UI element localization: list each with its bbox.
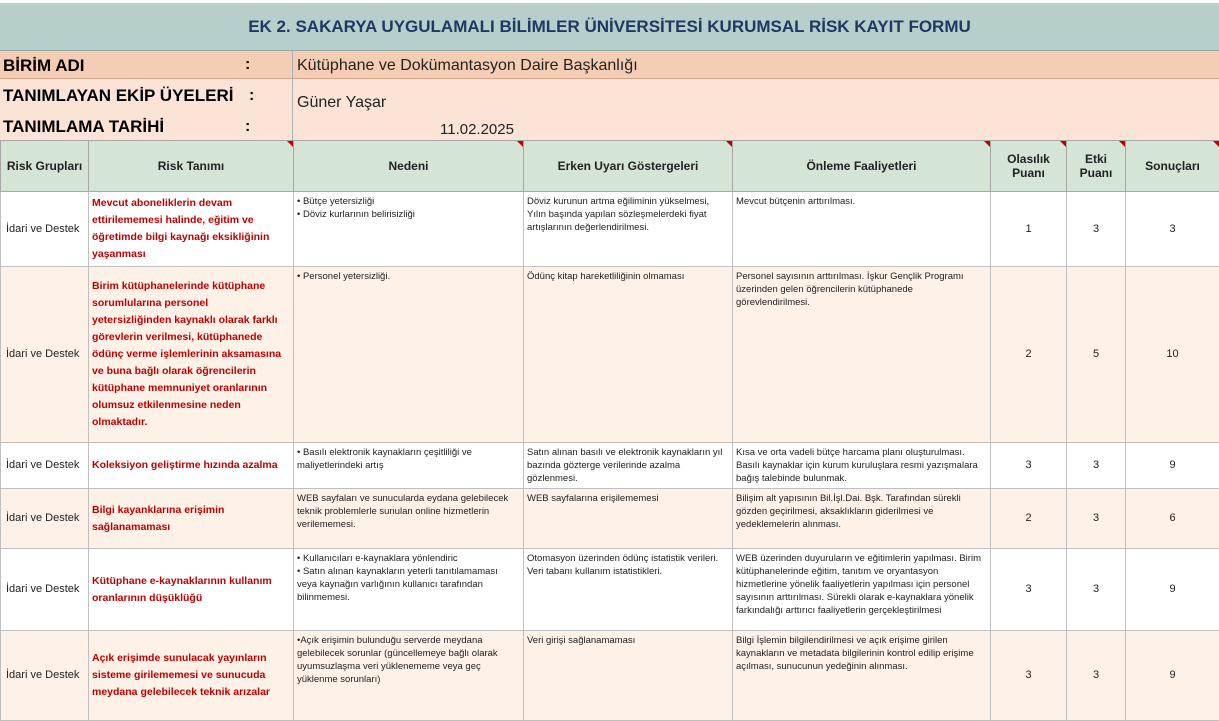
warning-cell[interactable]: Otomasyon üzerinden ödünç istatistik verileri. Veri tabanı kullanım istatistikleri. <box>524 549 733 631</box>
table-row <box>1 267 1219 443</box>
table-row <box>1 192 1219 267</box>
cause-line: WEB sayfaları ve sunucularda eydana gelebilecek teknik problemlerle sunulan online hizmetlerin verilememesi. <box>297 492 520 531</box>
impact-cell[interactable]: 3 <box>1067 192 1126 267</box>
header-risk-group[interactable] <box>1 141 89 192</box>
cause-cell[interactable] <box>294 489 524 549</box>
risk-group-cell[interactable]: İdari ve Destek <box>1 631 89 721</box>
header-prevention-label: Önleme Faaliyetleri <box>806 159 916 173</box>
header-impact[interactable] <box>1067 141 1126 192</box>
date-value[interactable]: 11.02.2025 <box>440 121 514 138</box>
cause-line: • Satın alınan kaynakların yeterli tanıtılamaması veya kaynağın varlığının kullanıcı tarafından bilinmemesi. <box>297 565 520 604</box>
comment-indicator-icon[interactable] <box>517 141 523 147</box>
impact-cell[interactable]: 3 <box>1067 549 1126 631</box>
header-prevention[interactable] <box>733 141 991 192</box>
team-colon: : <box>249 87 254 105</box>
risk-group-cell[interactable]: İdari ve Destek <box>1 267 89 443</box>
prevention-cell[interactable]: Bilgi İşlemin bilgilendirilmesi ve açık erişime girilen kaynakların ve metadata bilgilerinin kontrol edilip erişime açılması, sunucunun yedeğinin alınması. <box>733 631 991 721</box>
team-value[interactable]: Güner Yaşar <box>297 94 386 112</box>
risk-table <box>0 140 1219 721</box>
result-cell[interactable]: 9 <box>1126 443 1219 489</box>
form-title[interactable]: EK 2. SAKARYA UYGULAMALI BİLİMLER ÜNİVERSİTESİ KURUMSAL RİSK KAYIT FORMU <box>0 3 1219 51</box>
probability-cell[interactable]: 3 <box>991 443 1067 489</box>
comment-indicator-icon[interactable] <box>726 141 732 147</box>
header-row <box>1 141 1219 192</box>
prevention-cell[interactable]: Mevcut bütçenin arttırılması. <box>733 192 991 267</box>
risk-group-cell[interactable]: İdari ve Destek <box>1 549 89 631</box>
result-cell[interactable]: 3 <box>1126 192 1219 267</box>
comment-indicator-icon[interactable] <box>1119 141 1125 147</box>
cause-line: • Döviz kurlarının belirisizliği <box>297 208 520 221</box>
probability-cell[interactable]: 1 <box>991 192 1067 267</box>
warning-cell[interactable]: Döviz kurunun artma eğiliminin yükselmesi, Yılın başında yapılan sözleşmelerdeki fiyat artışlarının değerlendirilmesi. <box>524 192 733 267</box>
warning-cell[interactable]: Satın alınan basılı ve elektronik kaynakların yıl bazında gözterge verilerinde azalma gözlenmesi. <box>524 443 733 489</box>
warning-cell[interactable]: WEB sayfalarına erişilememesi <box>524 489 733 549</box>
prevention-cell[interactable]: WEB üzerinden duyuruların ve eğitimlerin yapılması. Birim kütüphanelerinde eğitim, tanıtım ve oryantasyon hizmetlerine yönelik faaliyetlerin yapılması için personel sayısının arttırılması. Sürekli olarak e-kaynaklara yönelik farkındalığı arttırıcı faaliyetlerin gerçekleştirilmesi <box>733 549 991 631</box>
warning-cell[interactable]: Ödünç kitap hareketliliğinin olmaması <box>524 267 733 443</box>
header-cause[interactable] <box>294 141 524 192</box>
prevention-cell[interactable]: Kısa ve orta vadeli bütçe harcama planı oluşturulması. Basılı kaynaklar için kurum kuruluşlara resmi yazışmalara bağış talebinde bulunmak. <box>733 443 991 489</box>
header-impact-line2: Puanı <box>1070 166 1122 180</box>
unit-value[interactable]: Kütüphane ve Dokümantasyon Daire Başkanlığı <box>297 57 638 75</box>
header-cause-label: Nedeni <box>388 159 428 173</box>
table-row <box>1 631 1219 721</box>
header-prob-line1: Olasılık <box>994 152 1063 166</box>
cause-line: • Personel yetersizliği. <box>297 270 520 283</box>
date-colon: : <box>245 118 250 136</box>
risk-desc-cell[interactable]: Birim kütüphanelerinde kütüphane sorumlularına personel yetersizliğinden kaynaklı olarak farklı görevlerin verilmesi, kütüphanede ödünç verme işlemlerinin aksamasına ve buna bağlı olarak öğrencilerin kütüphane memnuniyet oranlarının olumsuz etkilenmesine neden olmaktadır. <box>89 267 294 443</box>
unit-row <box>0 51 1219 79</box>
cause-cell[interactable] <box>294 631 524 721</box>
probability-cell[interactable]: 2 <box>991 489 1067 549</box>
impact-cell[interactable]: 3 <box>1067 443 1126 489</box>
header-risk-group-label: Risk Grupları <box>7 159 82 173</box>
cause-line: • Kullanıcıları e-kaynaklara yönlendiric <box>297 552 520 565</box>
comment-indicator-icon[interactable] <box>1213 141 1219 147</box>
comment-indicator-icon[interactable] <box>287 141 293 147</box>
probability-cell[interactable]: 3 <box>991 549 1067 631</box>
header-prob-line2: Puanı <box>994 166 1063 180</box>
result-cell[interactable]: 6 <box>1126 489 1219 549</box>
risk-desc-cell[interactable]: Koleksiyon geliştirme hızında azalma <box>89 443 294 489</box>
table-row <box>1 443 1219 489</box>
cause-line: • Basılı elektronik kaynakların çeşitliliği ve maliyetlerindeki artış <box>297 446 520 472</box>
comment-indicator-icon[interactable] <box>1060 141 1066 147</box>
impact-cell[interactable]: 5 <box>1067 267 1126 443</box>
probability-cell[interactable]: 2 <box>991 267 1067 443</box>
prevention-cell[interactable]: Bilişim alt yapısının Bil.İşl.Dai. Bşk. Tarafından sürekli gözden geçirilmesi, aksaklıkların giderilmesi ve yedeklemelerin alınması. <box>733 489 991 549</box>
risk-group-cell[interactable]: İdari ve Destek <box>1 192 89 267</box>
cause-cell[interactable] <box>294 549 524 631</box>
cause-cell[interactable] <box>294 443 524 489</box>
result-cell[interactable]: 10 <box>1126 267 1219 443</box>
header-warning[interactable] <box>524 141 733 192</box>
cause-line: • Bütçe yetersizliği <box>297 195 520 208</box>
comment-indicator-icon[interactable] <box>984 141 990 147</box>
risk-desc-cell[interactable]: Kütüphane e-kaynaklarının kullanım oranlarının düşüklüğü <box>89 549 294 631</box>
team-label[interactable]: TANIMLAYAN EKİP ÜYELERİ <box>3 86 234 106</box>
warning-cell[interactable]: Veri girişi sağlanamaması <box>524 631 733 721</box>
risk-desc-cell[interactable]: Bilgi kayanklarına erişimin sağlanamaması <box>89 489 294 549</box>
info-column-divider <box>292 51 293 140</box>
cause-cell[interactable] <box>294 192 524 267</box>
date-label[interactable]: TANIMLAMA TARİHİ <box>3 117 164 137</box>
risk-desc-cell[interactable]: Açık erişimde sunulacak yayınların sisteme girilememesi ve sunucuda meydana gelebilecek teknik arızalar <box>89 631 294 721</box>
unit-label[interactable]: BİRİM ADI <box>3 56 85 76</box>
result-cell[interactable]: 9 <box>1126 549 1219 631</box>
probability-cell[interactable]: 3 <box>991 631 1067 721</box>
table-row <box>1 489 1219 549</box>
header-risk-desc-label: Risk Tanımı <box>158 159 224 173</box>
header-risk-desc[interactable] <box>89 141 294 192</box>
header-probability[interactable] <box>991 141 1067 192</box>
header-result[interactable] <box>1126 141 1219 192</box>
unit-colon: : <box>245 56 250 74</box>
impact-cell[interactable]: 3 <box>1067 631 1126 721</box>
result-cell[interactable]: 9 <box>1126 631 1219 721</box>
risk-group-cell[interactable]: İdari ve Destek <box>1 443 89 489</box>
team-date-block <box>0 79 1219 140</box>
header-warning-label: Erken Uyarı Göstergeleri <box>558 159 699 173</box>
risk-desc-cell[interactable]: Mevcut aboneliklerin devam ettirilememesi halinde, eğitim ve öğretimde bilgi kaynağı eksikliğinin yaşanması <box>89 192 294 267</box>
table-row <box>1 549 1219 631</box>
prevention-cell[interactable]: Personel sayısının arttırılması. İşkur Gençlik Programı üzerinden gelen öğrencilerin kütüphanede görevlendirilmesi. <box>733 267 991 443</box>
header-result-label: Sonuçları <box>1145 159 1200 173</box>
risk-group-cell[interactable]: İdari ve Destek <box>1 489 89 549</box>
header-impact-line1: Etki <box>1070 152 1122 166</box>
impact-cell[interactable]: 3 <box>1067 489 1126 549</box>
cause-cell[interactable] <box>294 267 524 443</box>
cause-line: •Açık erişimin bulunduğu serverde meydana gelebilecek sorunlar (güncellemeye bağlı olarak uyumsuzlaşma veri yüklenememe veya geç yüklenme sorunları) <box>297 634 520 686</box>
